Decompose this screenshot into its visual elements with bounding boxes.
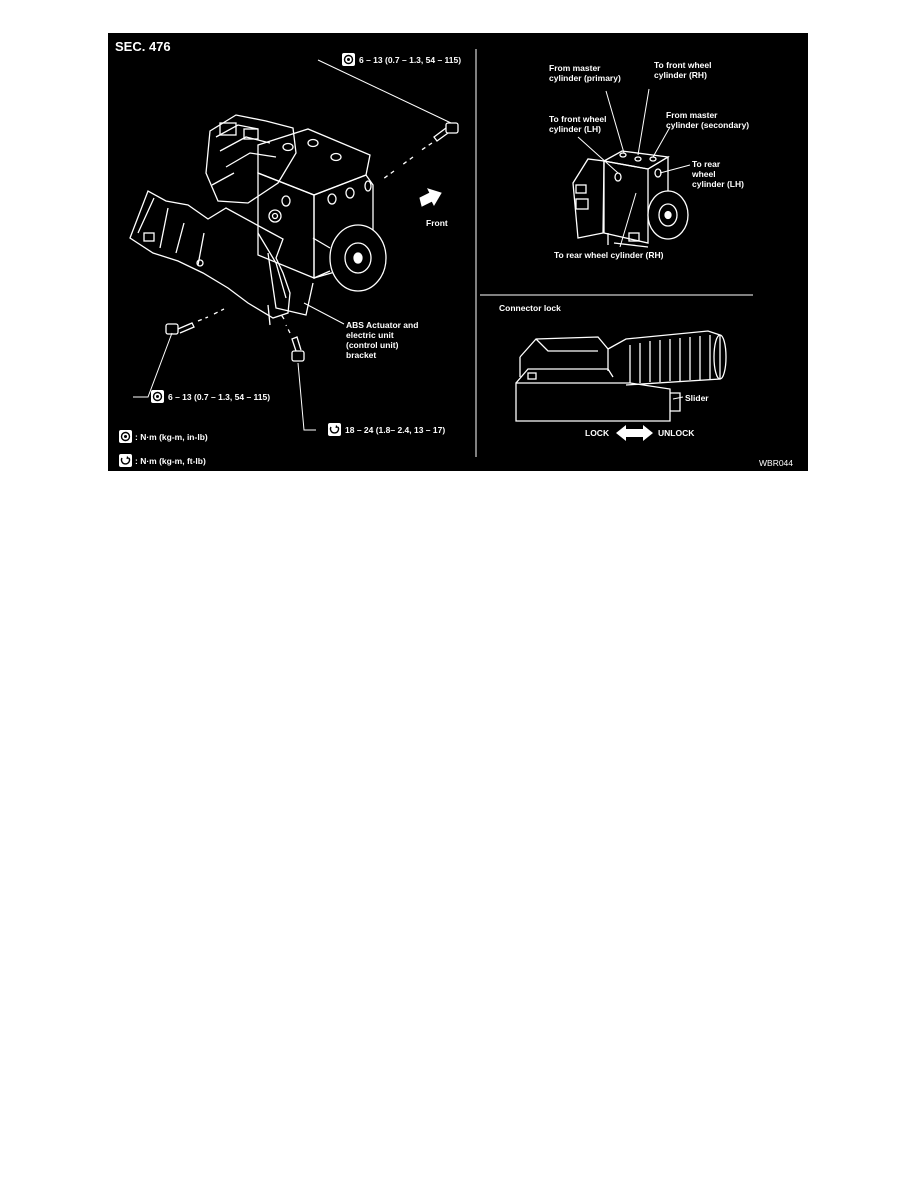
to-front-rh-label: To front wheel cylinder (RH) — [654, 60, 712, 80]
left-torque-leader — [133, 333, 172, 397]
top-bolt — [383, 123, 458, 179]
hydraulic-unit-front — [258, 173, 314, 278]
figure-code: WBR044 — [759, 458, 794, 468]
slider-leader — [673, 397, 683, 399]
top-torque-spec: 6 – 13 (0.7 – 1.3, 54 – 115) — [359, 55, 462, 65]
torque-inlb-icon — [342, 53, 355, 66]
from-master-secondary-label: From master cylinder (secondary) — [666, 110, 750, 130]
legend-inlb-text: : N·m (kg-m, in-lb) — [135, 432, 208, 442]
to-rear-rh-label: To rear wheel cylinder (RH) — [554, 250, 664, 260]
legend-ftlb-text: : N·m (kg-m, ft-lb) — [135, 456, 206, 466]
mounting-bracket — [130, 191, 290, 318]
slider-label: Slider — [685, 393, 709, 403]
to-rear-lh-label: To rear wheel cylinder (LH) — [692, 159, 744, 189]
abs-actuator-figure — [108, 33, 808, 471]
top-torque-leader — [318, 60, 451, 123]
torque-inlb-icon — [119, 430, 132, 443]
actuator-port-view — [573, 151, 688, 247]
bottom-torque-leader — [298, 363, 316, 430]
torque-ftlb-icon — [119, 454, 132, 467]
to-front-lh-label: To front wheel cylinder (LH) — [549, 114, 607, 134]
torque-ftlb-icon — [328, 423, 341, 436]
lock-unlock-arrow — [616, 425, 653, 441]
from-master-primary-label: From master cylinder (primary) — [549, 63, 621, 83]
left-bolt — [166, 309, 224, 334]
connector-lock-drawing — [516, 331, 726, 421]
lock-label: LOCK — [585, 428, 610, 438]
left-torque-spec: 6 – 13 (0.7 – 1.3, 54 – 115) — [168, 392, 271, 402]
front-arrow — [420, 189, 441, 206]
actuator-label: ABS Actuator and electric unit (control unit) bracket — [346, 320, 419, 360]
actuator-leader — [304, 303, 344, 324]
bottom-torque-spec: 18 – 24 (1.8– 2.4, 13 – 17) — [345, 425, 446, 435]
torque-inlb-icon — [151, 390, 164, 403]
abs-actuator-drawing — [130, 115, 386, 325]
figure-artwork — [108, 33, 808, 471]
front-label: Front — [426, 218, 448, 228]
section-number: SEC. 476 — [115, 39, 171, 54]
connector-lock-title: Connector lock — [499, 303, 561, 313]
unlock-label: UNLOCK — [658, 428, 695, 438]
bottom-bolt — [280, 313, 304, 361]
